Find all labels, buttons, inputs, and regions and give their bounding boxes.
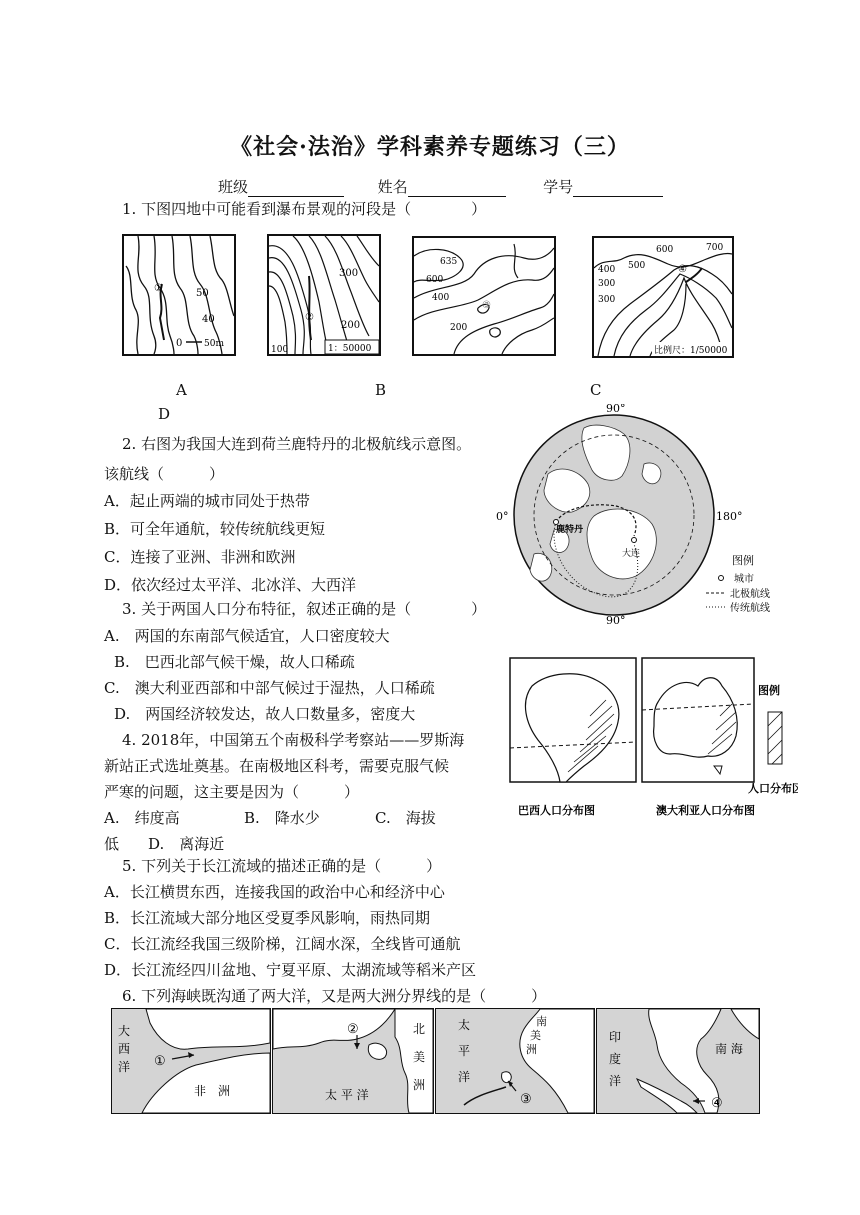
q2-option-d[interactable]: D．依次经过太平洋、北冰洋、大西洋 <box>104 576 357 594</box>
name-field[interactable] <box>408 180 506 197</box>
q6-strait-map-3[interactable] <box>435 1008 595 1114</box>
q2-legend-arctic: 北极航线 <box>730 589 770 600</box>
q3-population-maps <box>508 656 798 822</box>
q6-map4-sea: 南 海 <box>715 1042 743 1056</box>
q3-option-c[interactable]: C. 澳大利亚西部和中部气候过于湿热，人口稀疏 <box>104 679 435 697</box>
q1-map-c-contour-4: 200 <box>450 323 468 333</box>
q6-map1-land: 非 洲 <box>194 1084 231 1098</box>
q4-stem-line2: 新站正式选址奠基。在南极地区科考，需要克服气候 <box>104 757 450 775</box>
q1-map-a-scale: 50m <box>204 339 224 349</box>
q3-option-b[interactable]: B. 巴西北部气候干燥，故人口稀疏 <box>114 653 355 671</box>
q1-map-a-contour-1: 50 <box>196 288 209 299</box>
q6-map3-ocean-1: 太 <box>458 1018 471 1032</box>
q1-map-c-contour-1: 635 <box>440 257 458 267</box>
q1-map-a-contour-2: 40 <box>202 314 215 325</box>
q2-map-lon-left: 0° <box>496 510 509 523</box>
q3-option-d[interactable]: D. 两国经济较发达，故人口数量多，密度大 <box>114 705 416 723</box>
q1-stem: 1. 下图四地中可能看到瀑布景观的河段是（ ） <box>122 200 487 218</box>
student-info <box>218 176 663 197</box>
q6-map2-land-1: 北 <box>413 1022 426 1036</box>
q2-map-city-rotterdam: 鹿特丹 <box>556 525 584 535</box>
q6-map1-ocean-1: 大 <box>118 1024 131 1038</box>
q1-map-b-contour-2: 200 <box>341 320 361 331</box>
q2-option-b[interactable]: B．可全年通航，较传统航线更短 <box>104 520 326 538</box>
q1-option-d[interactable]: D <box>158 405 171 423</box>
q6-map3-land-3: 洲 <box>526 1043 537 1056</box>
q6-map1-ocean-3: 洋 <box>118 1060 131 1074</box>
q1-option-b[interactable]: B <box>375 381 387 399</box>
q6-map2-ocean: 太 平 洋 <box>325 1088 369 1102</box>
q1-map-b-contour-3: 100 <box>271 345 289 354</box>
q1-map-a-marker: ① <box>154 283 163 294</box>
q1-map-d-contour-3: 400 <box>598 265 616 275</box>
q3-caption-australia: 澳大利亚人口分布图 <box>656 804 755 817</box>
q6-map4-ocean-1: 印 <box>609 1030 622 1044</box>
q3-option-a[interactable]: A. 两国的东南部气候适宜，人口密度较大 <box>104 627 390 645</box>
q6-map3-ocean-2: 平 <box>458 1044 471 1058</box>
q4-stem-line3: 严寒的问题，这主要是因为（ ） <box>104 783 360 801</box>
q6-map3-land-2: 美 <box>530 1029 541 1042</box>
q1-map-c-marker: ③ <box>482 300 491 311</box>
q1-map-b-contour-1: 300 <box>339 268 359 279</box>
q2-option-c[interactable]: C．连接了亚洲、非洲和欧洲 <box>104 548 296 566</box>
q6-strait-map-4[interactable] <box>596 1008 760 1114</box>
q2-map-lat-bottom: 90° <box>606 614 626 626</box>
page-title: 《社会·法治》学科素养专题练习（三） <box>230 134 630 160</box>
id-label: 学号 <box>543 178 574 196</box>
class-label: 班级 <box>218 178 249 196</box>
q1-map-d-contour-4: 500 <box>628 261 646 271</box>
q5-option-a[interactable]: A．长江横贯东西，连接我国的政治中心和经济中心 <box>104 883 445 901</box>
class-field[interactable] <box>248 180 344 197</box>
q4-option-c[interactable]: C. 海拔 <box>375 809 436 827</box>
q2-option-a[interactable]: A．起止两端的城市同处于热带 <box>104 492 310 510</box>
q6-map3-ocean-3: 洋 <box>458 1070 471 1084</box>
q1-map-d-scale: 比例尺：1/50000 <box>654 346 728 356</box>
q1-map-d-marker: ④ <box>678 264 687 275</box>
q1-map-b-scale: 1：50000 <box>328 344 372 354</box>
q6-strait-map-2[interactable] <box>272 1008 434 1114</box>
q2-legend-title: 图例 <box>732 554 754 567</box>
q1-map-c-contour-2: 600 <box>426 275 444 285</box>
q1-map-c-contour-3: 400 <box>432 293 450 303</box>
q6-map4-ocean-3: 洋 <box>609 1074 622 1088</box>
q1-map-d-contour-5: 300 <box>598 279 616 289</box>
q1-map-d-contour-6: 300 <box>598 295 616 305</box>
q4-option-b[interactable]: B. 降水少 <box>244 809 320 827</box>
q1-map-d-contour-2: 700 <box>706 243 724 253</box>
id-field[interactable] <box>573 180 663 197</box>
q1-map-d <box>592 236 734 358</box>
q6-map1-ocean-2: 西 <box>118 1042 131 1056</box>
q3-legend-title: 图例 <box>758 684 780 697</box>
q2-stem-line2: 该航线（ ） <box>104 465 225 483</box>
q6-map3-marker: ③ <box>520 1092 532 1107</box>
q1-map-b <box>267 234 381 356</box>
q2-arctic-route-map <box>494 404 794 626</box>
q4-option-a[interactable]: A. 纬度高 <box>104 809 180 827</box>
q6-map2-land-2: 美 <box>413 1050 426 1064</box>
q6-map2-marker: ② <box>347 1022 359 1037</box>
q6-map2-land-3: 洲 <box>413 1078 426 1092</box>
q4-option-c-cont: 低 <box>104 835 120 853</box>
q2-map-city-dalian: 大连 <box>622 549 641 559</box>
q2-map-lat-top: 90° <box>606 404 626 415</box>
q5-stem: 5. 下列关于长江流域的描述正确的是（ ） <box>122 857 442 875</box>
q2-legend-traditional: 传统航线 <box>730 603 770 614</box>
q3-legend-label: 人口分布区 <box>748 782 798 795</box>
q4-option-d[interactable]: D. 离海近 <box>148 835 225 853</box>
name-label: 姓名 <box>377 178 408 196</box>
q4-stem-line1: 4. 2018年，中国第五个南极科学考察站——罗斯海 <box>122 731 465 749</box>
q6-stem: 6. 下列海峡既沟通了两大洋，又是两大洲分界线的是（ ） <box>122 987 547 1005</box>
q3-caption-brazil: 巴西人口分布图 <box>518 804 595 817</box>
q1-map-a <box>122 234 236 356</box>
q6-map4-ocean-2: 度 <box>609 1052 622 1066</box>
q1-map-a-contour-3: 0 <box>176 338 183 349</box>
q6-map3-land-1: 南 <box>536 1015 547 1028</box>
q6-map4-marker: ④ <box>711 1096 723 1111</box>
q1-map-b-marker: ② <box>305 312 314 323</box>
q5-option-d[interactable]: D．长江流经四川盆地、宁夏平原、太湖流域等稻米产区 <box>104 961 477 979</box>
q2-map-lon-right: 180° <box>716 510 743 523</box>
q2-legend-city: 城市 <box>734 574 754 585</box>
q6-map1-marker: ① <box>154 1054 166 1069</box>
q5-option-b[interactable]: B．长江流域大部分地区受夏季风影响，雨热同期 <box>104 909 431 927</box>
q1-map-c <box>412 236 556 356</box>
q6-strait-map-1[interactable] <box>111 1008 271 1114</box>
q2-stem-line1: 2. 右图为我国大连到荷兰鹿特丹的北极航线示意图。 <box>122 435 472 453</box>
q1-option-c[interactable]: C <box>590 381 602 399</box>
q5-option-c[interactable]: C．长江流经我国三级阶梯，江阔水深，全线皆可通航 <box>104 935 461 953</box>
q3-stem: 3. 关于两国人口分布特征，叙述正确的是（ ） <box>122 600 487 618</box>
q1-map-d-contour-1: 600 <box>656 245 674 255</box>
q1-option-a[interactable]: A <box>176 381 187 399</box>
